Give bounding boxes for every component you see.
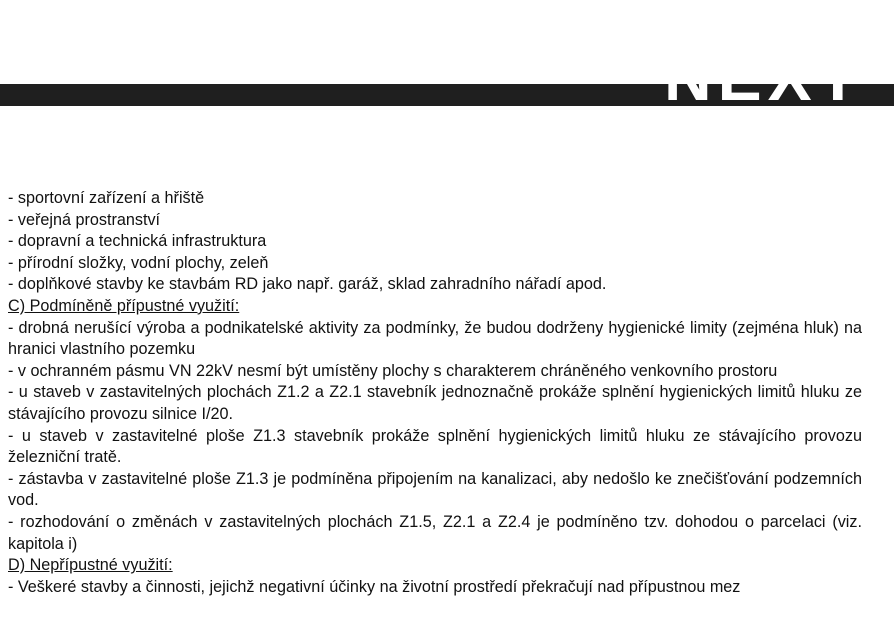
list-item: - drobná nerušící výroba a podnikatelské aktivity za podmínky, že budou dodrženy hygienické limity (zejména hluk) na hranici vlastního pozemku bbox=[8, 318, 862, 359]
list-item: - v ochranném pásmu VN 22kV nesmí být umístěny plochy s charakterem chráněného venkovního prostoru bbox=[8, 361, 778, 380]
watermark-logo: NEXT bbox=[663, 40, 864, 114]
list-item: - sportovní zařízení a hřiště bbox=[8, 189, 205, 207]
list-item: - veřejná prostranství bbox=[8, 210, 161, 229]
section-heading-d: D) Nepřípustné využití: bbox=[8, 556, 173, 575]
list-item: - přírodní složky, vodní plochy, zeleň bbox=[8, 253, 269, 272]
list-item: - dopravní a technická infrastruktura bbox=[8, 232, 267, 251]
list-item: - Veškeré stavby a činnosti, jejichž negativní účinky na životní prostředí překračují nad přípustnou mez bbox=[8, 577, 741, 596]
list-item: - zástavba v zastavitelné ploše Z1.3 je podmíněna připojením na kanalizaci, aby nedošlo ke znečišťování podzemních vod. bbox=[8, 469, 862, 510]
list-item: - rozhodování o změnách v zastavitelných plochách Z1.5, Z2.1 a Z2.4 je podmíněno tzv. dohodou o parcelaci (viz. kapitola i) bbox=[8, 512, 862, 553]
list-item: - u staveb v zastavitelných plochách Z1.2 a Z2.1 stavebník jednoznačně prokáže splnění hygienických limitů hluku ze stávajícího provozu silnice I/20. bbox=[8, 383, 862, 423]
document-body bbox=[8, 188, 862, 598]
list-item: - u staveb v zastavitelné ploše Z1.3 stavebník prokáže splnění hygienických limitů hluku ze stávajícího provozu železniční tratě. bbox=[8, 426, 862, 467]
list-item: - doplňkové stavby ke stavbám RD jako např. garáž, sklad zahradního nářadí apod. bbox=[8, 275, 607, 294]
section-heading-c: C) Podmíněně přípustné využití: bbox=[8, 296, 240, 315]
header-band bbox=[0, 40, 894, 114]
